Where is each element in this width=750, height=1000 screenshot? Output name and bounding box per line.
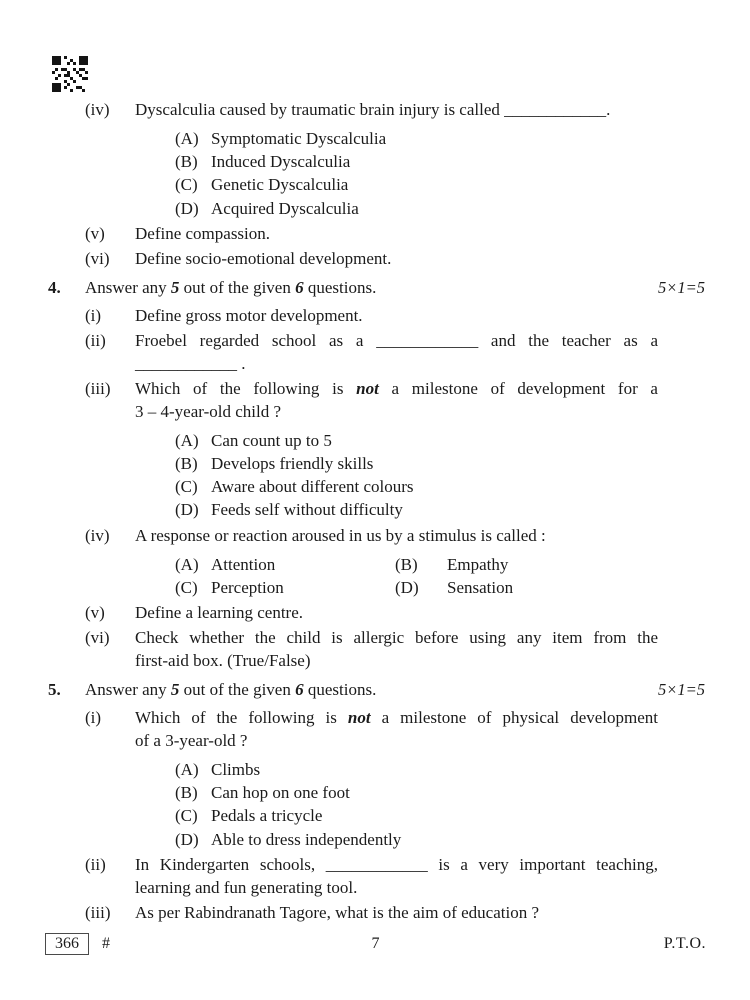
option-label: (A) [175,554,199,574]
marks-badge: 5×1=5 [657,680,705,700]
item-text: Which of the following is not a milestone of physical development [135,708,658,728]
item-text: Define a learning centre. [135,603,304,623]
item-label: (ii) [85,330,106,350]
option-label: (A) [175,760,199,780]
question-instruction: Answer any 5 out of the given 6 questions. [85,680,377,700]
hash-mark: # [102,935,110,952]
option-text: Empathy [447,554,509,574]
option-text: Genetic Dyscalculia [211,175,349,195]
item-text: Define compassion. [135,223,271,243]
question-number: 5. [48,680,61,700]
emphasis-text: 5 [170,277,180,297]
option-text: Can count up to 5 [211,430,332,450]
question-sub-item [48,601,705,624]
question-sub-item [48,222,705,245]
emphasis-text: not [356,378,379,398]
option [135,781,658,804]
question-sub-item [48,901,705,924]
emphasis-text: 6 [295,277,304,297]
option-label: (B) [175,783,198,803]
option-label: (B) [395,554,418,574]
option-text: Acquired Dyscalculia [211,198,359,218]
question-number: 4. [48,277,61,297]
option [135,828,658,851]
option-text: Able to dress independently [211,829,402,849]
option-label: (D) [175,198,199,218]
item-label: (v) [85,603,105,623]
option-text: Induced Dyscalculia [211,152,351,172]
option [135,197,658,220]
option [135,127,658,150]
item-text: Dyscalculia caused by traumatic brain injury is called ____________. [135,100,611,119]
question-sub-item [48,377,705,522]
item-label: (ii) [85,854,106,874]
option-label: (C) [175,577,198,597]
item-label: (iii) [85,378,111,398]
emphasis-text: 6 [295,680,304,700]
emphasis-text: not [347,708,371,728]
item-text: Define socio-emotional development. [135,248,392,268]
option-label: (D) [175,500,199,520]
emphasis-text: 5 [170,680,180,700]
option-text: Feeds self without difficulty [211,500,403,520]
option-text: Develops friendly skills [211,454,374,474]
item-text: Froebel regarded school as a ____________ and the teacher as a [135,330,658,350]
item-text: Check whether the child is allergic before using any item from the [135,628,658,648]
item-text: Define gross motor development. [135,305,363,325]
option-text: Aware about different colours [211,477,414,497]
option-label: (C) [175,175,198,195]
question-header [48,276,705,299]
option [135,498,658,521]
option-text: Attention [211,554,276,574]
question-sub-item [48,247,705,270]
option-text: Can hop on one foot [211,783,350,803]
option [135,758,658,781]
option-label: (D) [175,829,199,849]
question-sub-item [48,626,705,672]
question-sub-item [48,304,705,327]
item-label: (i) [85,305,102,325]
item-label: (iii) [85,902,111,922]
question-sub-item [48,329,705,375]
qr-code-graphic [52,56,88,92]
option-text: Symptomatic Dyscalculia [211,129,387,148]
item-text: 3 – 4-year-old child ? [135,401,281,421]
option [135,475,658,498]
item-text: Which of the following is not a milestone of development for a [135,378,658,398]
page-number: 7 [371,935,380,952]
option-label: (C) [175,806,198,826]
option-label: (A) [175,430,199,450]
item-text: As per Rabindranath Tagore, what is the aim of education ? [135,902,540,922]
marks-badge: 5×1=5 [657,277,705,297]
question-instruction: Answer any 5 out of the given 6 questions. [85,277,377,297]
item-label: (vi) [85,248,110,268]
page-footer [45,933,706,955]
options-grid [175,553,658,599]
item-text: ____________ . [135,353,246,373]
item-label: (v) [85,223,105,243]
option [135,452,658,475]
item-label: (iv) [85,100,110,119]
paper-code-box: 366 [45,933,89,955]
item-label: (i) [85,708,102,728]
item-text: In Kindergarten schools, ____________ is a very important teaching, [135,854,658,874]
question-sub-item [48,524,705,599]
option [135,150,658,173]
option [135,429,658,452]
qr-code-icon [52,56,88,92]
option-label: (B) [175,152,198,172]
question-sub-item [48,706,705,851]
question-sub-item [48,98,705,220]
option-label: (A) [175,129,199,148]
item-label: (vi) [85,628,110,648]
item-text: A response or reaction aroused in us by a stimulus is called : [135,525,546,545]
item-text: of a 3-year-old ? [135,731,248,751]
option-label: (B) [175,454,198,474]
option-text: Pedals a tricycle [211,806,323,826]
option-label: (D) [395,577,419,597]
option [135,173,658,196]
question-header [48,678,705,701]
pto-label: P.T.O. [663,935,706,952]
question-sub-item [48,853,705,899]
option-text: Climbs [211,760,261,780]
item-text: learning and fun generating tool. [135,877,358,897]
option [135,804,658,827]
option-text: Perception [211,577,284,597]
option-text: Sensation [447,577,514,597]
option-label: (C) [175,477,198,497]
item-label: (iv) [85,525,110,545]
item-text: first-aid box. (True/False) [135,651,311,671]
